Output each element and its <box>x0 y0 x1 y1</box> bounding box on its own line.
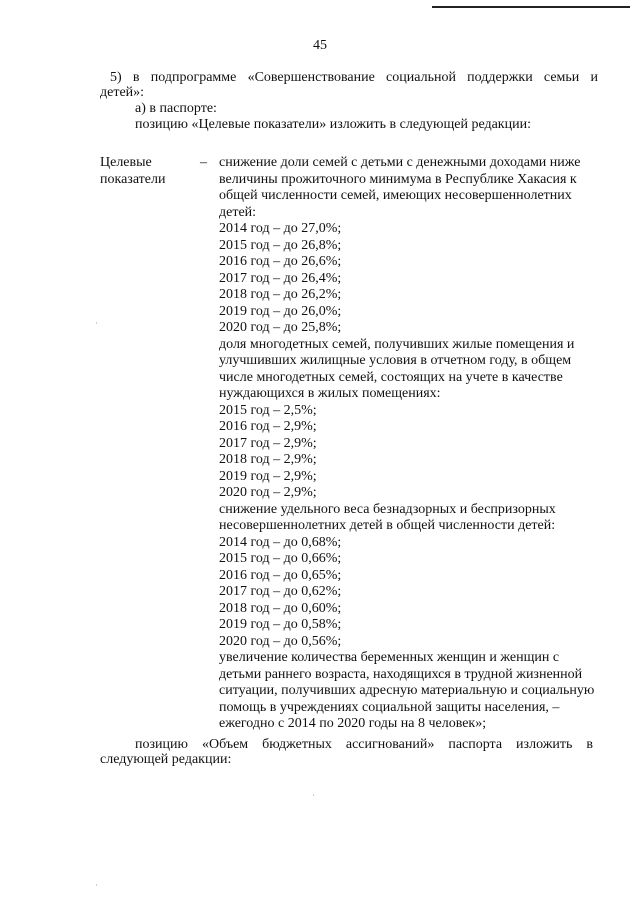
budget-position-instruction-line2: следующей редакции: <box>100 752 232 767</box>
indicator-line: 2014 год – до 0,68%; <box>219 534 342 550</box>
budget-position-instruction-line1: позицию «Объем бюджетных ассигнований» паспорта изложить в <box>135 737 593 752</box>
indicator-line: 2019 год – 2,9%; <box>219 468 317 484</box>
page-number: 45 <box>313 38 327 53</box>
indicator-line: несовершеннолетних детей в общей численности детей: <box>219 518 556 533</box>
target-indicators-list <box>219 155 607 733</box>
indicator-line: доля многодетных семей, получивших жилые помещения и <box>219 336 575 352</box>
scan-speck: · <box>95 318 98 328</box>
indicator-line: 2014 год – до 27,0%; <box>219 221 342 236</box>
position-label-line: показатели <box>100 171 166 187</box>
indicator-line: улучшивших жилищные условия в отчетном году, в общем <box>219 353 572 368</box>
indicator-line: числе многодетных семей, состоящих на учете в качестве <box>219 369 563 385</box>
amendment-paragraph-line1: 5) в подпрограмме «Совершенствование социальной поддержки семьи и <box>110 70 598 85</box>
indicator-line: детьми раннего возраста, находящихся в трудной жизненной <box>219 666 583 682</box>
indicator-line: детей: <box>219 204 257 220</box>
indicator-line: 2020 год – до 0,56%; <box>219 633 342 649</box>
indicator-line: 2017 год – до 0,62%; <box>219 584 342 599</box>
indicator-line: помощь в учреждениях социальной защиты населения, – <box>219 699 560 715</box>
indicator-line: 2015 год – до 0,66%; <box>219 551 342 566</box>
indicator-line: 2018 год – до 26,2%; <box>219 287 342 302</box>
indicator-line: 2018 год – до 0,60%; <box>219 600 342 616</box>
indicator-line: 2016 год – до 0,65%; <box>219 567 342 583</box>
scan-speck: · <box>312 790 315 800</box>
indicator-line: 2020 год – до 25,8%; <box>219 320 342 335</box>
indicator-line: общей численности семей, имеющих несовершеннолетних <box>219 188 572 203</box>
amendment-subpoint: а) в паспорте: <box>135 101 217 116</box>
indicator-line: величины прожиточного минимума в Республике Хакасия к <box>219 171 577 187</box>
indicator-line: 2018 год – 2,9%; <box>219 452 317 467</box>
indicator-line: 2019 год – до 26,0%; <box>219 303 342 319</box>
indicator-line: снижение удельного веса безнадзорных и беспризорных <box>219 501 556 517</box>
indicator-line: 2015 год – до 26,8%; <box>219 237 342 253</box>
indicator-line: 2015 год – 2,5%; <box>219 402 317 418</box>
indicator-line: 2017 год – до 26,4%; <box>219 270 342 286</box>
indicator-line: нуждающихся в жилых помещениях: <box>219 386 441 401</box>
indicator-line: 2016 год – 2,9%; <box>219 419 317 434</box>
indicator-line: увеличение количества беременных женщин и женщин с <box>219 650 560 665</box>
indicator-line: ежегодно с 2014 по 2020 годы на 8 человек»; <box>219 716 487 731</box>
amendment-instruction: позицию «Целевые показатели» изложить в следующей редакции: <box>135 117 531 132</box>
top-rule <box>432 6 630 8</box>
indicator-line: 2019 год – до 0,58%; <box>219 617 342 632</box>
position-label-line: Целевые <box>100 155 152 170</box>
indicator-line: 2016 год – до 26,6%; <box>219 254 342 269</box>
amendment-paragraph-line2: детей»: <box>100 85 145 100</box>
indicator-line: 2017 год – 2,9%; <box>219 435 317 451</box>
label-dash: – <box>200 155 207 170</box>
indicator-line: 2020 год – 2,9%; <box>219 485 317 500</box>
scan-speck: · <box>95 880 98 890</box>
position-label <box>100 155 166 188</box>
indicator-line: снижение доли семей с детьми с денежными доходами ниже <box>219 155 581 170</box>
indicator-line: ситуации, получивших адресную материальную и социальную <box>219 683 595 698</box>
